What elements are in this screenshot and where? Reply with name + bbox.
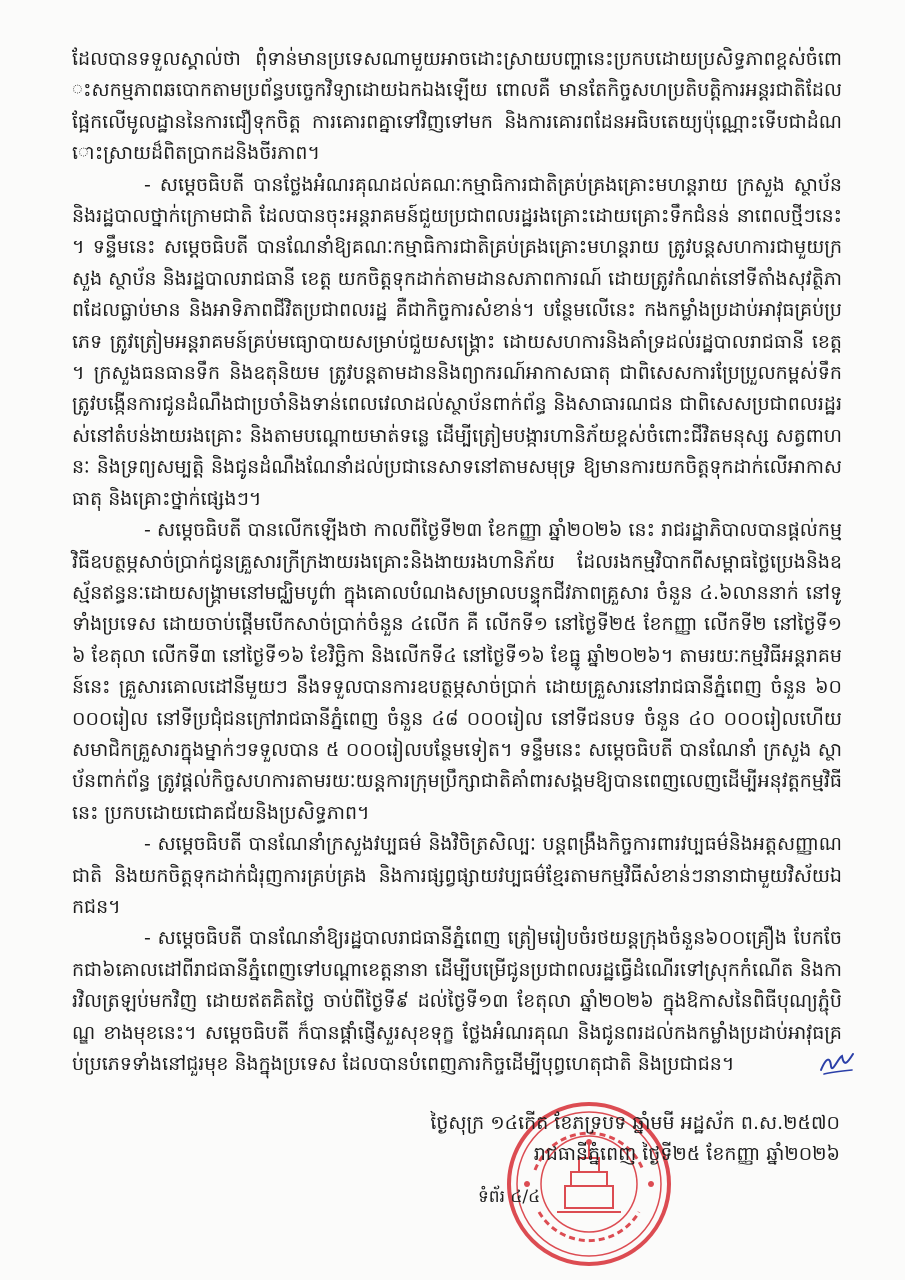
page-number: ទំព័រ ៤/៤ [478, 1187, 541, 1207]
solar-date: រាជធានីភ្នំពេញ ថ្ងៃទី២៥ ខែកញ្ញា ឆ្នាំ២០២៦ [533, 1143, 840, 1165]
body-text [72, 44, 842, 1080]
date-block [400, 1108, 840, 1170]
paragraph-disaster-management: - សម្តេចធិបតី បានថ្លែងអំណរគុណដល់គណៈកម្មាធិការជាតិគ្រប់គ្រងគ្រោះមហន្តរាយ ក្រសួង ស្ថាប័ន និងរដ្ឋបាលថ្នាក់ក្រោមជាតិ ដែលបានចុះអន្តរាគមន៍ជួយប្រជាពលរដ្ឋរងគ្រោះដោយគ្រោះទឹកជំនន់ នាពេលថ្មីៗនេះ។ ទន្ទឹមនេះ សម្តេចធិបតី បានណែនាំឱ្យគណៈកម្មាធិការជាតិគ្រប់គ្រងគ្រោះមហន្តរាយ ត្រូវបន្តសហការជាមួយក្រសួង ស្ថាប័ន និងរដ្ឋបាលរាជធានី ខេត្ត យកចិត្តទុកដាក់តាមដានសភាពការណ៍ ដោយត្រូវកំណត់នៅទីតាំងសុវត្ថិភាពដែលធ្លាប់មាន និងអាទិភាពជីវិតប្រជាពលរដ្ឋ គឺជាកិច្ចការសំខាន់។ បន្ថែមលើនេះ កងកម្លាំងប្រដាប់អាវុធគ្រប់ប្រភេទ ត្រូវត្រៀមអន្តរាគមន៍គ្រប់មធ្យោបាយសម្រាប់ជួយសង្គ្រោះ ដោយសហការនិងគាំទ្រដល់រដ្ឋបាលរាជធានី ខេត្ត។ ក្រសួងធនធានទឹក និងឧតុនិយម ត្រូវបន្តតាមដាននិងព្យាករណ៍អាកាសធាតុ ជាពិសេសការប្រែប្រួលកម្ពស់ទឹក ត្រូវបង្កើនការជូនដំណឹងជាប្រចាំនិងទាន់ពេលវេលាដល់ស្ថាប័នពាក់ព័ន្ធ និងសាធារណជន ជាពិសេសប្រជាពលរដ្ឋរស់នៅតំបន់ងាយរងគ្រោះ និងតាមបណ្តោយមាត់ទន្លេ ដើម្បីត្រៀមបង្ការហានិភ័យខ្ពស់ចំពោះជីវិតមនុស្ស សត្វពាហនៈ និងទ្រព្យសម្បត្តិ និងជូនដំណឹងណែនាំដល់ប្រជានេសាទនៅតាមសមុទ្រ ឱ្យមានការយកចិត្តទុកដាក់លើអាកាសធាតុ និងគ្រោះថ្នាក់ផ្សេងៗ។ [72, 173, 842, 510]
paragraph-intro: ដែលបានទទួលស្គាល់ថា ពុំទាន់មានប្រទេសណាមួយអាចដោះស្រាយបញ្ហានេះប្រកបដោយប្រសិទ្ធភាពខ្ពស់ចំពោះសកម្មភាពឆបោកតាមប្រព័ន្ធបច្ចេកវិទ្យាដោយឯកឯងឡើយ ពោលគឺ មានតែកិច្ចសហប្រតិបត្តិការអន្តរជាតិដែលផ្អែកលើមូលដ្ឋាននៃការជឿទុកចិត្ត ការគោរពគ្នាទៅវិញទៅមក និងការគោរពដែនអធិបតេយ្យប៉ុណ្ណោះទើបជាដំណោះស្រាយដ៏ពិតប្រាកដនិងចីរភាព។ [72, 48, 842, 165]
paragraph-transport: - សម្តេចធិបតី បានណែនាំឱ្យរដ្ឋបាលរាជធានីភ្នំពេញ ត្រៀមរៀបចំរថយន្តក្រុងចំនួន៦០០គ្រឿង បែកចែកជា៦គោលដៅពីរាជធានីភ្នំពេញទៅបណ្តាខេត្តនានា ដើម្បីបម្រើជូនប្រជាពលរដ្ឋធ្វើដំណើរទៅស្រុកកំណើត និងការវិលត្រឡប់មកវិញ ដោយឥតគិតថ្លៃ ចាប់ពីថ្ងៃទី៩ ដល់ថ្ងៃទី១៣ ខែតុលា ឆ្នាំ២០២៦ ក្នុងឱកាសនៃពិធីបុណ្យភ្ជុំបិណ្ឌ ខាងមុខនេះ។ សម្តេចធិបតី ក៏បានផ្តាំផ្ញើសួរសុខទុក្ខ ថ្លែងអំណរគុណ និងជូនពរដល់កងកម្លាំងប្រដាប់អាវុធគ្រប់ប្រភេទទាំងនៅជួរមុខ និងក្នុងប្រទេស ដែលបានបំពេញភារកិច្ចដើម្បីបុព្វហេតុជាតិ និងប្រជាជន។ [72, 927, 842, 1075]
paragraph-cash-support: - សម្តេចធិបតី បានលើកឡើងថា កាលពីថ្ងៃទី២៣ ខែកញ្ញា ឆ្នាំ២០២៦ នេះ រាជរដ្ឋាភិបាលបានផ្តល់កម្មវិធីឧបត្ថម្ភសាច់ប្រាក់ជូនគ្រួសារក្រីក្រងាយរងគ្រោះនិងងាយរងហានិភ័យ ដែលរងកម្មវិបាកពីសម្ពាធថ្លៃប្រេងនិងឧស្ម័នឥន្ធនៈដោយសង្គ្រាមនៅមជ្ឈិមបូព៌ា ក្នុងគោលបំណងសម្រាលបន្ទុកជីវភាពគ្រួសារ ចំនួន ៤.៦លាននាក់ នៅទូទាំងប្រទេស ដោយចាប់ផ្តើមបើកសាច់ប្រាក់ចំនួន ៤លើក គឺ លើកទី១ នៅថ្ងៃទី២៥ ខែកញ្ញា លើកទី២ នៅថ្ងៃទី១៦ ខែតុលា លើកទី៣ នៅថ្ងៃទី១៦ ខែវិច្ឆិកា និងលើកទី៤ នៅថ្ងៃទី១៦ ខែធ្នូ ឆ្នាំ២០២៦។ តាមរយៈកម្មវិធីអន្តរាគមន៍នេះ គ្រួសារគោលដៅនីមួយៗ នឹងទទួលបានការឧបត្ថម្ភសាច់ប្រាក់ ដោយគ្រួសារនៅរាជធានីភ្នំពេញ ចំនួន ៦០ ០០០រៀល នៅទីប្រជុំជនក្រៅរាជធានីភ្នំពេញ ចំនួន ៤៨ ០០០រៀល នៅទីជនបទ ចំនួន ៤០ ០០០រៀលហើយសមាជិកគ្រួសារក្នុងម្នាក់ៗទទួលបាន ៥ ០០០រៀលបន្ថែមទៀត។ ទន្ទឹមនេះ សម្តេចធិបតី បានណែនាំ ក្រសួង ស្ថាប័នពាក់ព័ន្ធ ត្រូវផ្តល់កិច្ចសហការតាមរយៈយន្តការក្រុមប្រឹក្សាជាតិគាំពារសង្គមឱ្យបានពេញលេញដើម្បីអនុវត្តកម្មវិធីនេះ ប្រកបដោយជោគជ័យនិងប្រសិទ្ធភាព។ [72, 519, 842, 824]
handwritten-initials [818, 1048, 856, 1078]
paragraph-culture: - សម្តេចធិបតី បានណែនាំក្រសួងវប្បធម៌ និងវិចិត្រសិល្បៈ បន្តពង្រឹងកិច្ចការពារវប្បធម៌និងអត្តសញ្ញាណជាតិ និងយកចិត្តទុកដាក់ជំរុញការគ្រប់គ្រង និងការផ្សព្វផ្សាយវប្បធម៌ខ្មែរតាមកម្មវិធីសំខាន់ៗនានាជាមួយវិស័យឯកជន។ [72, 833, 842, 918]
lunar-date: ថ្ងៃសុក្រ ១៤កើត ខែភទ្របទ ឆ្នាំមមី អដ្ឋស័ក ព.ស.២៥៧០ [430, 1112, 840, 1134]
